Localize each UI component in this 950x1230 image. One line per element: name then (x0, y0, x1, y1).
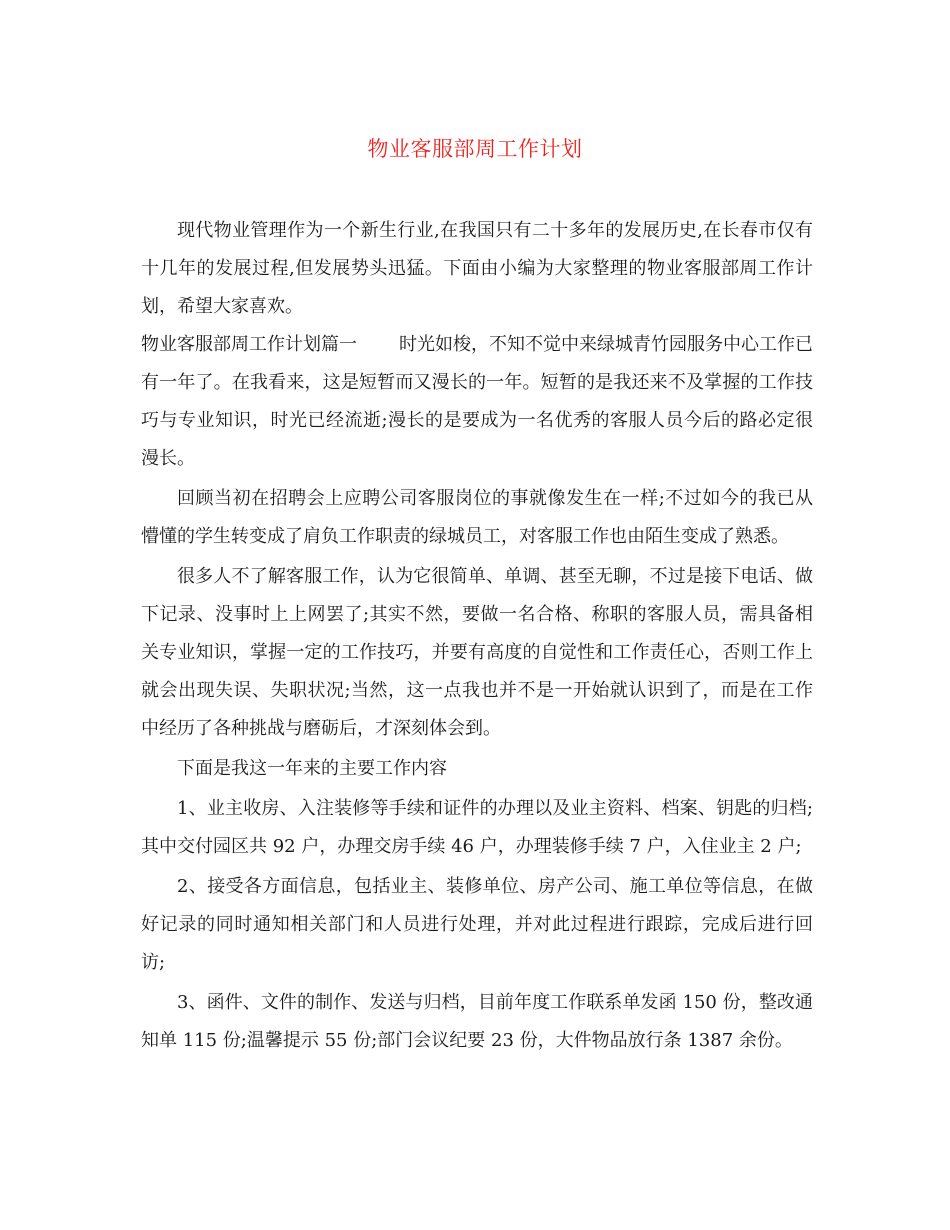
intro-paragraph: 现代物业管理作为一个新生行业,在我国只有二十多年的发展历史,在长春市仅有十几年的发展过程,但发展势头迅猛。下面由小编为大家整理的物业客服部周工作计划，希望大家喜欢。 (141, 220, 813, 317)
section-heading: 物业客服部周工作计划篇一 (141, 334, 357, 355)
document-body (141, 212, 813, 1060)
list-item-1: 1、业主收房、入注装修等手续和证件的办理以及业主资料、档案、钥匙的归档;其中交付园区共 92 户，办理交房手续 46 户，办理装修手续 7 户，入住业主 2 户; (141, 798, 813, 857)
body-paragraph-3: 很多人不了解客服工作，认为它很简单、单调、甚至无聊，不过是接下电话、做下记录、没事时上上网罢了;其实不然，要做一名合格、称职的客服人员，需具备相关专业知识，掌握一定的工作技巧，并要有高度的自觉性和工作责任心，否则工作上就会出现失误、失职状况;当然，这一点我也并不是一开始就认识到了，而是在工作中经历了各种挑战与磨砺后，才深刻体会到。 (141, 566, 813, 739)
section-first-paragraph (141, 326, 813, 478)
body-paragraph-2: 回顾当初在招聘会上应聘公司客服岗位的事就像发生在一样;不过如今的我已从懵懂的学生转变成了肩负工作职责的绿城员工，对客服工作也由陌生变成了熟悉。 (141, 488, 813, 547)
list-item-3: 3、函件、文件的制作、发送与归档，目前年度工作联系单发函 150 份，整改通知单 115 份;温馨提示 55 份;部门会议纪要 23 份，大件物品放行条 1387 余份。 (141, 992, 813, 1051)
body-paragraph-4: 下面是我这一年来的主要工作内容 (177, 758, 447, 779)
document-title: 物业客服部周工作计划 (367, 137, 583, 161)
section-first-text: 时光如梭，不知不觉中来绿城青竹园服务中心工作已有一年了。在我看来，这是短暂而又漫长的一年。短暂的是我还来不及掌握的工作技巧与专业知识，时光已经流逝;漫长的是要成为一名优秀的客服人员今后的路必定很漫长。 (141, 334, 813, 469)
list-item-2: 2、接受各方面信息，包括业主、装修单位、房产公司、施工单位等信息，在做好记录的同时通知相关部门和人员进行处理，并对此过程进行跟踪，完成后进行回访; (141, 876, 813, 973)
